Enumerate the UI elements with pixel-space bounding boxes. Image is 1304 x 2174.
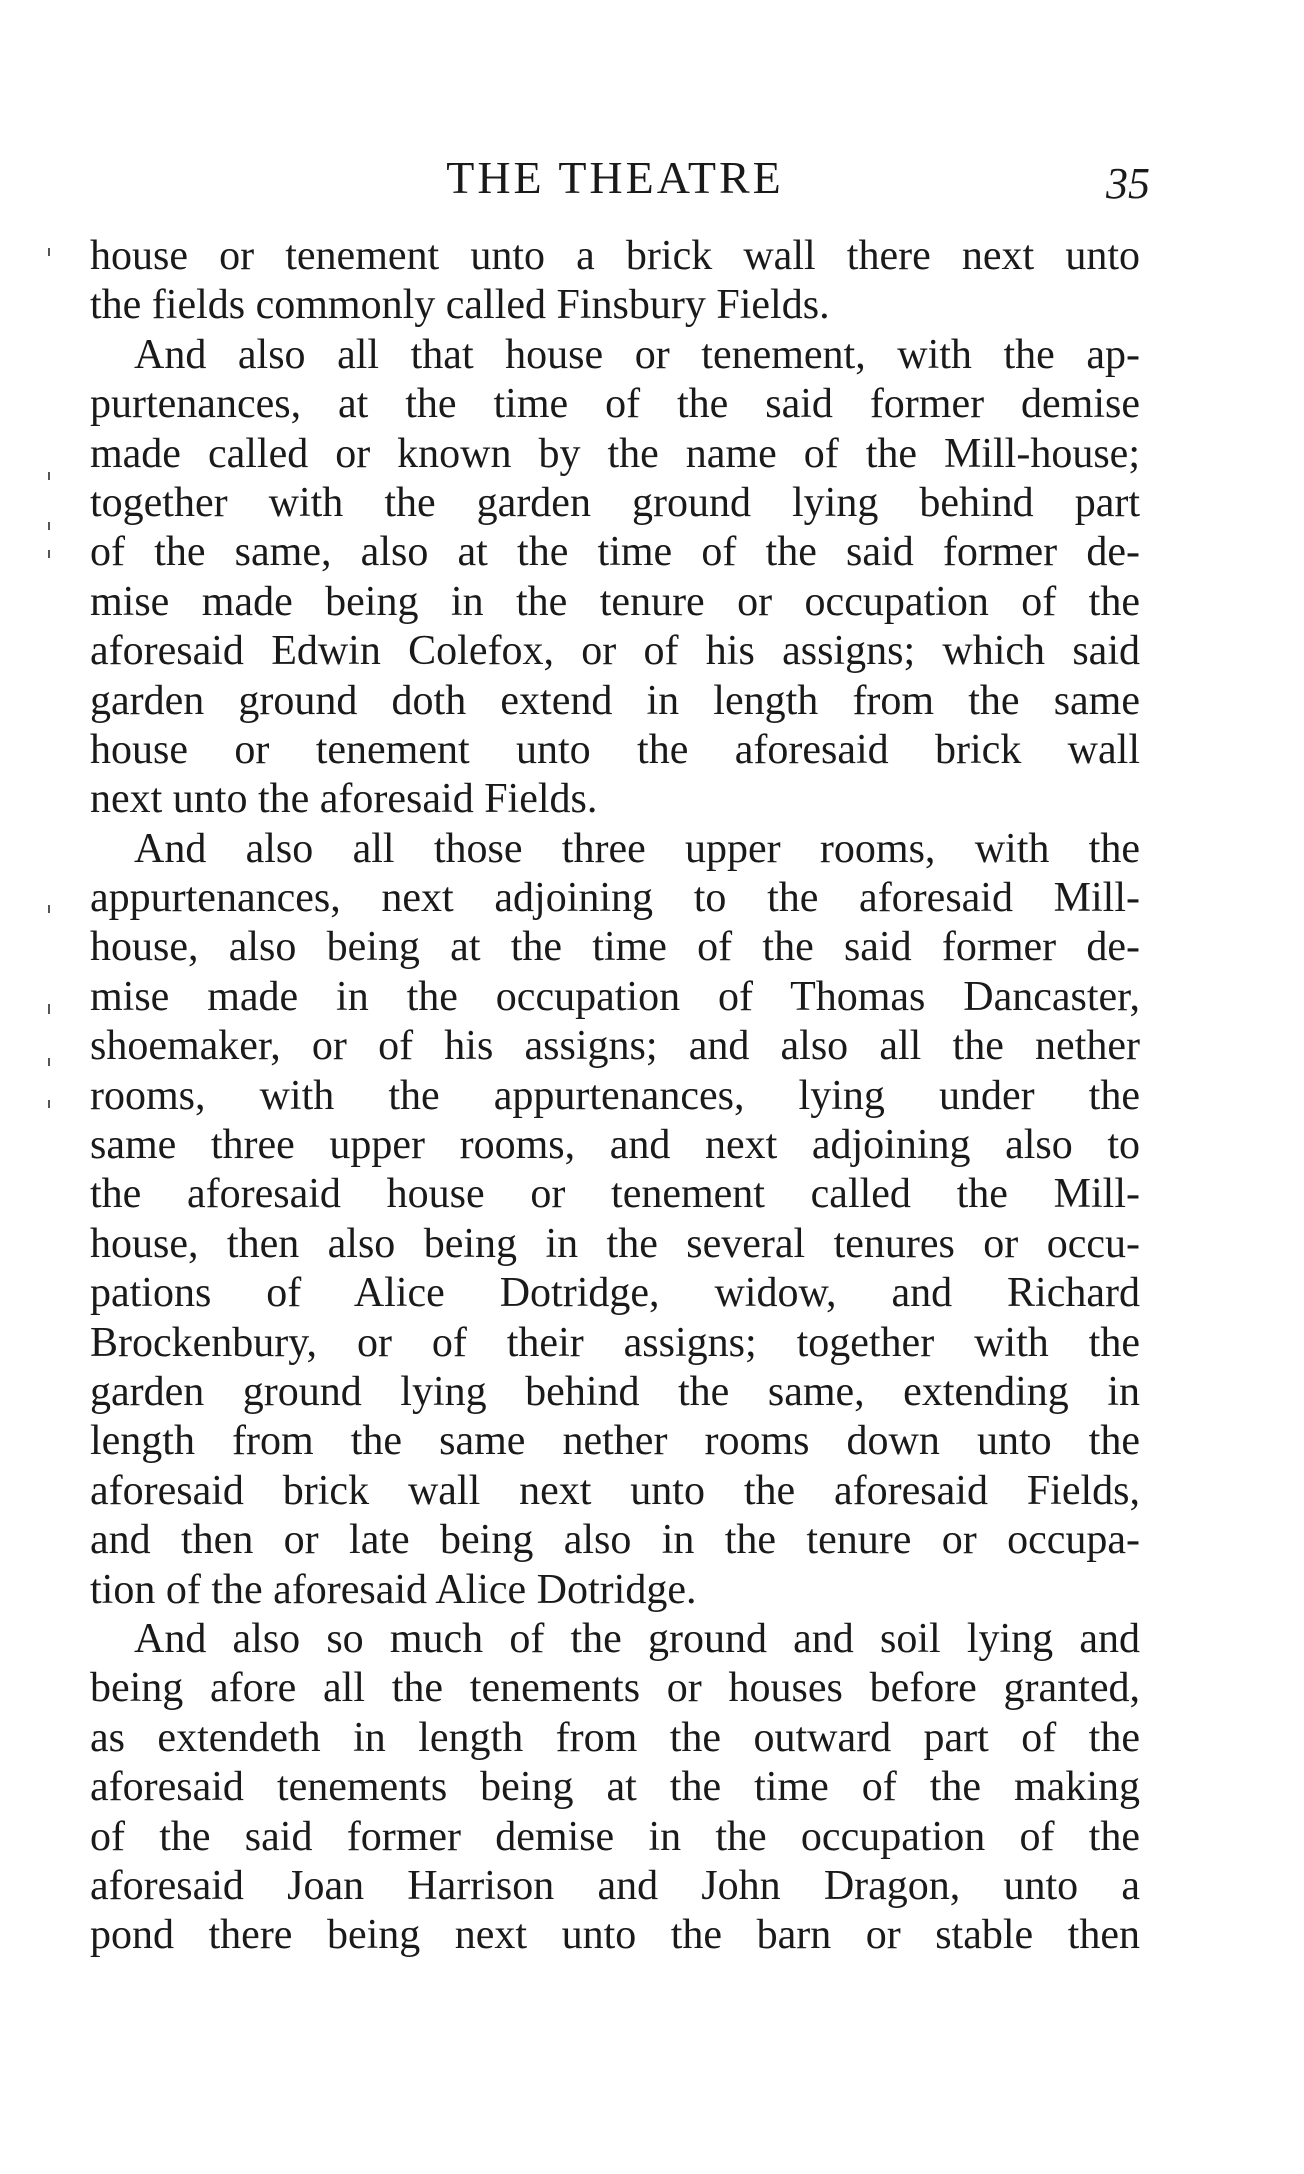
text-line: aforesaid Joan Harrison and John Dragon, unto a — [90, 1862, 1140, 1909]
text-line: purtenances, at the time of the said former demise — [90, 381, 1140, 428]
margin-mark — [48, 550, 50, 558]
text-line: mise made in the occupation of Thomas Dancaster, — [90, 973, 1140, 1020]
text-line: house or tenement unto the aforesaid brick wall — [90, 726, 1140, 773]
text-line: of the said former demise in the occupation of the — [90, 1813, 1140, 1860]
text-line: aforesaid tenements being at the time of the making — [90, 1764, 1140, 1811]
text-line: and then or late being also in the tenure or occupa- — [90, 1517, 1140, 1564]
text-line: as extendeth in length from the outward part of the — [90, 1714, 1140, 1761]
text-line: garden ground lying behind the same, extending in — [90, 1368, 1140, 1415]
text-line: Brockenbury, or of their assigns; together with the — [90, 1319, 1140, 1366]
margin-mark — [48, 472, 50, 480]
running-title: THE THEATRE — [446, 152, 784, 203]
text-line: rooms, with the appurtenances, lying under the — [90, 1072, 1140, 1119]
text-line: And also all that house or tenement, with the ap- — [134, 331, 1140, 378]
margin-mark — [48, 1004, 50, 1014]
text-line: And also all those three upper rooms, with the — [134, 825, 1140, 872]
text-line: shoemaker, or of his assigns; and also all the nether — [90, 1023, 1140, 1070]
text-line: length from the same nether rooms down unto the — [90, 1418, 1140, 1465]
margin-mark — [48, 1058, 50, 1066]
margin-mark — [48, 248, 50, 256]
text-line: house or tenement unto a brick wall there next unto — [90, 233, 1140, 279]
text-line: next unto the aforesaid Fields. — [90, 776, 598, 823]
text-line: pond there being next unto the barn or stable then — [90, 1912, 1140, 1959]
text-line: house, also being at the time of the said former de- — [90, 924, 1140, 971]
text-line: appurtenances, next adjoining to the aforesaid Mill- — [90, 875, 1140, 922]
text-line: the fields commonly called Finsbury Fields. — [90, 282, 830, 329]
text-line: of the same, also at the time of the said former de- — [90, 529, 1140, 576]
text-line: pations of Alice Dotridge, widow, and Richard — [90, 1270, 1140, 1317]
text-line: made called or known by the name of the Mill-house; — [90, 430, 1140, 477]
margin-mark — [48, 1100, 50, 1108]
margin-mark — [48, 522, 50, 530]
page-number: 35 — [1106, 159, 1150, 208]
text-line: house, then also being in the several tenures or occu- — [90, 1220, 1140, 1267]
text-line: being afore all the tenements or houses before granted, — [90, 1665, 1140, 1712]
text-line: tion of the aforesaid Alice Dotridge. — [90, 1566, 697, 1613]
text-line: aforesaid Edwin Colefox, or of his assigns; which said — [90, 628, 1140, 675]
text-line: And also so much of the ground and soil lying and — [134, 1615, 1140, 1662]
running-head — [90, 148, 1150, 208]
body-text — [90, 232, 1140, 1961]
text-line: the aforesaid house or tenement called the Mill- — [90, 1171, 1140, 1218]
text-line: garden ground doth extend in length from the same — [90, 677, 1140, 724]
margin-mark — [48, 905, 50, 913]
text-line: together with the garden ground lying behind part — [90, 479, 1140, 526]
text-line: aforesaid brick wall next unto the aforesaid Fields, — [90, 1467, 1140, 1514]
text-line: mise made being in the tenure or occupation of the — [90, 578, 1140, 625]
text-line: same three upper rooms, and next adjoining also to — [90, 1122, 1140, 1169]
